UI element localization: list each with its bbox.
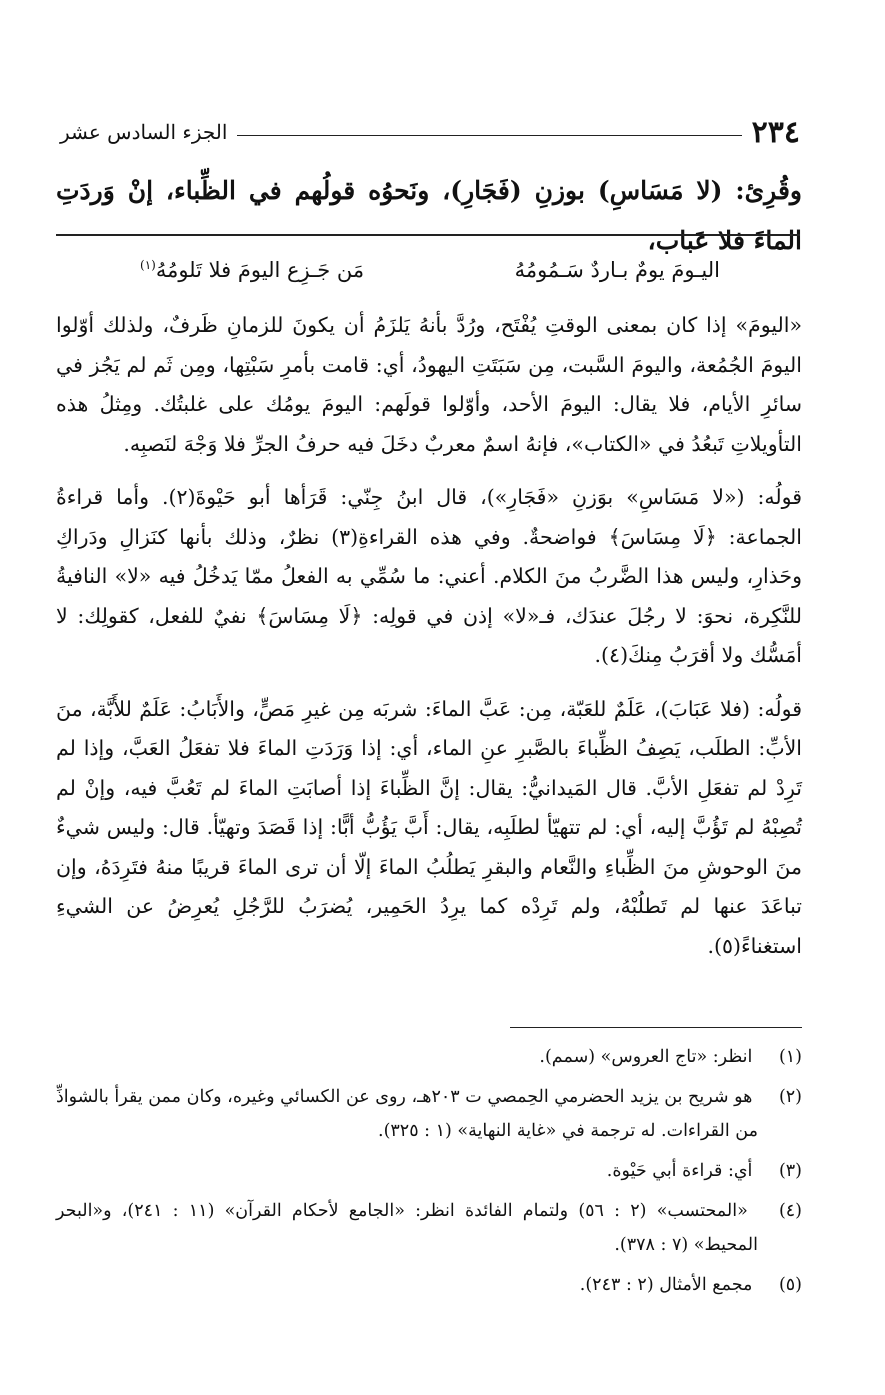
footnotes bbox=[56, 1040, 802, 1308]
footnote bbox=[56, 1040, 802, 1074]
footnote-ref: (١) bbox=[140, 258, 156, 272]
commentary-body bbox=[56, 306, 802, 980]
footnote-number: (١) bbox=[778, 1047, 802, 1067]
footnote-text: مجمع الأمثال (٢ : ٢٤٣). bbox=[579, 1275, 753, 1295]
paragraph-la-masas: قولُه: («لا مَسَاسِ» بوَزنِ «فَجَارِ»)، قال ابنُ جِنّي: قَرَأها أبو حَيْوةَ(٢). وأما قراءةُ الجماعة: ﴿لَا مِسَاسَ﴾ فواضحةٌ. وفي هذه القراءةِ(٣) نظرٌ، وذلك بأنها كنَزالِ ودَراكِ وحَذارِ، وليس هذا الضَّربُ منَ الكلام. أعني: ما سُمِّي به الفعلُ ممّا يَدخُلُ فيه «لا» النافيةُ للنَّكِرة، نحوَ: لا رجُلَ عندَك، فـ«لا» إذن في قولِه: ﴿لَا مِسَاسَ﴾ نفيٌ للفعل، كقولِك: لا أمَسُّك ولا أقرَبُ مِنكَ(٤). bbox=[56, 485, 802, 667]
footnote bbox=[56, 1154, 802, 1188]
verse-hemistich-right: اليـومَ يومٌ بـاردٌ سَـمُومُهُ bbox=[514, 258, 720, 282]
footnote-text: أي: قراءة أبي حَيْوة. bbox=[606, 1161, 753, 1181]
footnote-number: (٢) bbox=[778, 1087, 802, 1107]
header-rule bbox=[237, 135, 741, 136]
footnote bbox=[56, 1080, 802, 1148]
verse-hemistich-left: مَن جَـزِع اليومَ فلا تَلومُهُ$^{(١)}$ bbox=[140, 258, 365, 282]
footnote-text: هو شريح بن يزيد الحضرمي الحِمصي ت ٢٠٣هـ، روى عن الكسائي وغيره، وكان ممن يقرأ بالشواذِّ من القراءات. له ترجمة في «غاية النهاية» (١ : ٣٢٥). bbox=[56, 1087, 758, 1141]
page-header bbox=[60, 112, 800, 152]
separator-rule bbox=[56, 234, 800, 236]
quranic-reading-line: وقُرِئ: (لا مَسَاسِ) بوزنِ (فَجَارِ)، ونَحوُه قولُهم في الظِّباء، إنْ وَردَتِ الماءَ فلا عَباب، bbox=[56, 176, 802, 255]
paragraph-al-yawm: «اليومَ» إذا كان بمعنى الوقتِ يُفْتَح، ورُدَّ بأنهُ يَلزَمُ أن يكونَ للزمانِ ظَرفٌ، ولذلك أوّلوا اليومَ الجُمُعة، واليومَ السَّبت، مِن سَبَتَتِ اليهودُ، أي: قامت بأمرِ سَبْتِها، ومِن ثَم لم يَجُز في سائرِ الأيام، فلا يقال: اليومَ الأحد، وأوّلوا قولَهم: اليومَ يومُك على غلبتُك. ومِثلُ هذه التأويلاتِ تَبعُدُ في «الكتاب»، فإنهُ اسمٌ معربٌ دخَلَ فيه حرفُ الجرِّ فلا وَجْهَ لنَصبِه. bbox=[56, 313, 802, 456]
footnote-number: (٤) bbox=[778, 1201, 802, 1221]
volume-title: الجزء السادس عشر bbox=[60, 120, 228, 144]
footnote-number: (٥) bbox=[778, 1275, 802, 1295]
footnote-text: «المحتسب» (٢ : ٥٦) ولتمام الفائدة انظر: «الجامع لأحكام القرآن» (١١ : ٢٤١)، و«البحر المحيط» (٧ : ٣٧٨). bbox=[56, 1201, 758, 1255]
footnote-text: انظر: «تاج العروس» (سمم). bbox=[539, 1047, 753, 1067]
footnote bbox=[56, 1194, 802, 1262]
poetry-verse bbox=[140, 248, 720, 292]
footnotes-rule bbox=[510, 1027, 802, 1028]
page-number: ٢٣٤ bbox=[751, 114, 800, 150]
paragraph-la-abab: قولُه: (فلا عَبَابَ)، عَلَمٌ للعَبّة، مِن: عَبَّ الماءَ: شربَه مِن غيرِ مَصٍّ، والأَبَابُ: عَلَمٌ للأَبَّة، منَ الأبِّ: الطلَب، يَصِفُ الظِّباءَ بالصَّبرِ عنِ الماء، أي: إذا وَرَدَتِ الماءَ فلا تفعَلُ العَبَّ، وإذا لم تَرِدْ لم تفعَلِ الأبَّ. قال المَيدانيُّ: يقال: إنَّ الظِّباءَ إذا أصابَتِ الماءَ لم تَعُبَّ فيه، وإنْ لم تُصِبْهُ لم تَؤُبَّ إليه، أي: لم تتهيّأ لطلَبِه، يقال: أَبَّ يَؤُبُّ أبًّا: إذا قَصَدَ وتهيّأ. قال: وليس شيءٌ منَ الوحوشِ منَ الظِّباءِ والنَّعام والبقرِ يَطلُبُ الماءَ إلّا أن ترى الماءَ قريبًا منهُ فتَرِدَهُ، وإن تباعَدَ عنها لم تَطلُبْهُ، ولم تَرِدْه كما يرِدُ الحَمِير، يُضرَبُ للرَّجُلِ يُعرِضُ عن الشيءِ استغناءً(٥). bbox=[56, 696, 802, 958]
footnote bbox=[56, 1268, 802, 1302]
footnote-number: (٣) bbox=[778, 1161, 802, 1181]
